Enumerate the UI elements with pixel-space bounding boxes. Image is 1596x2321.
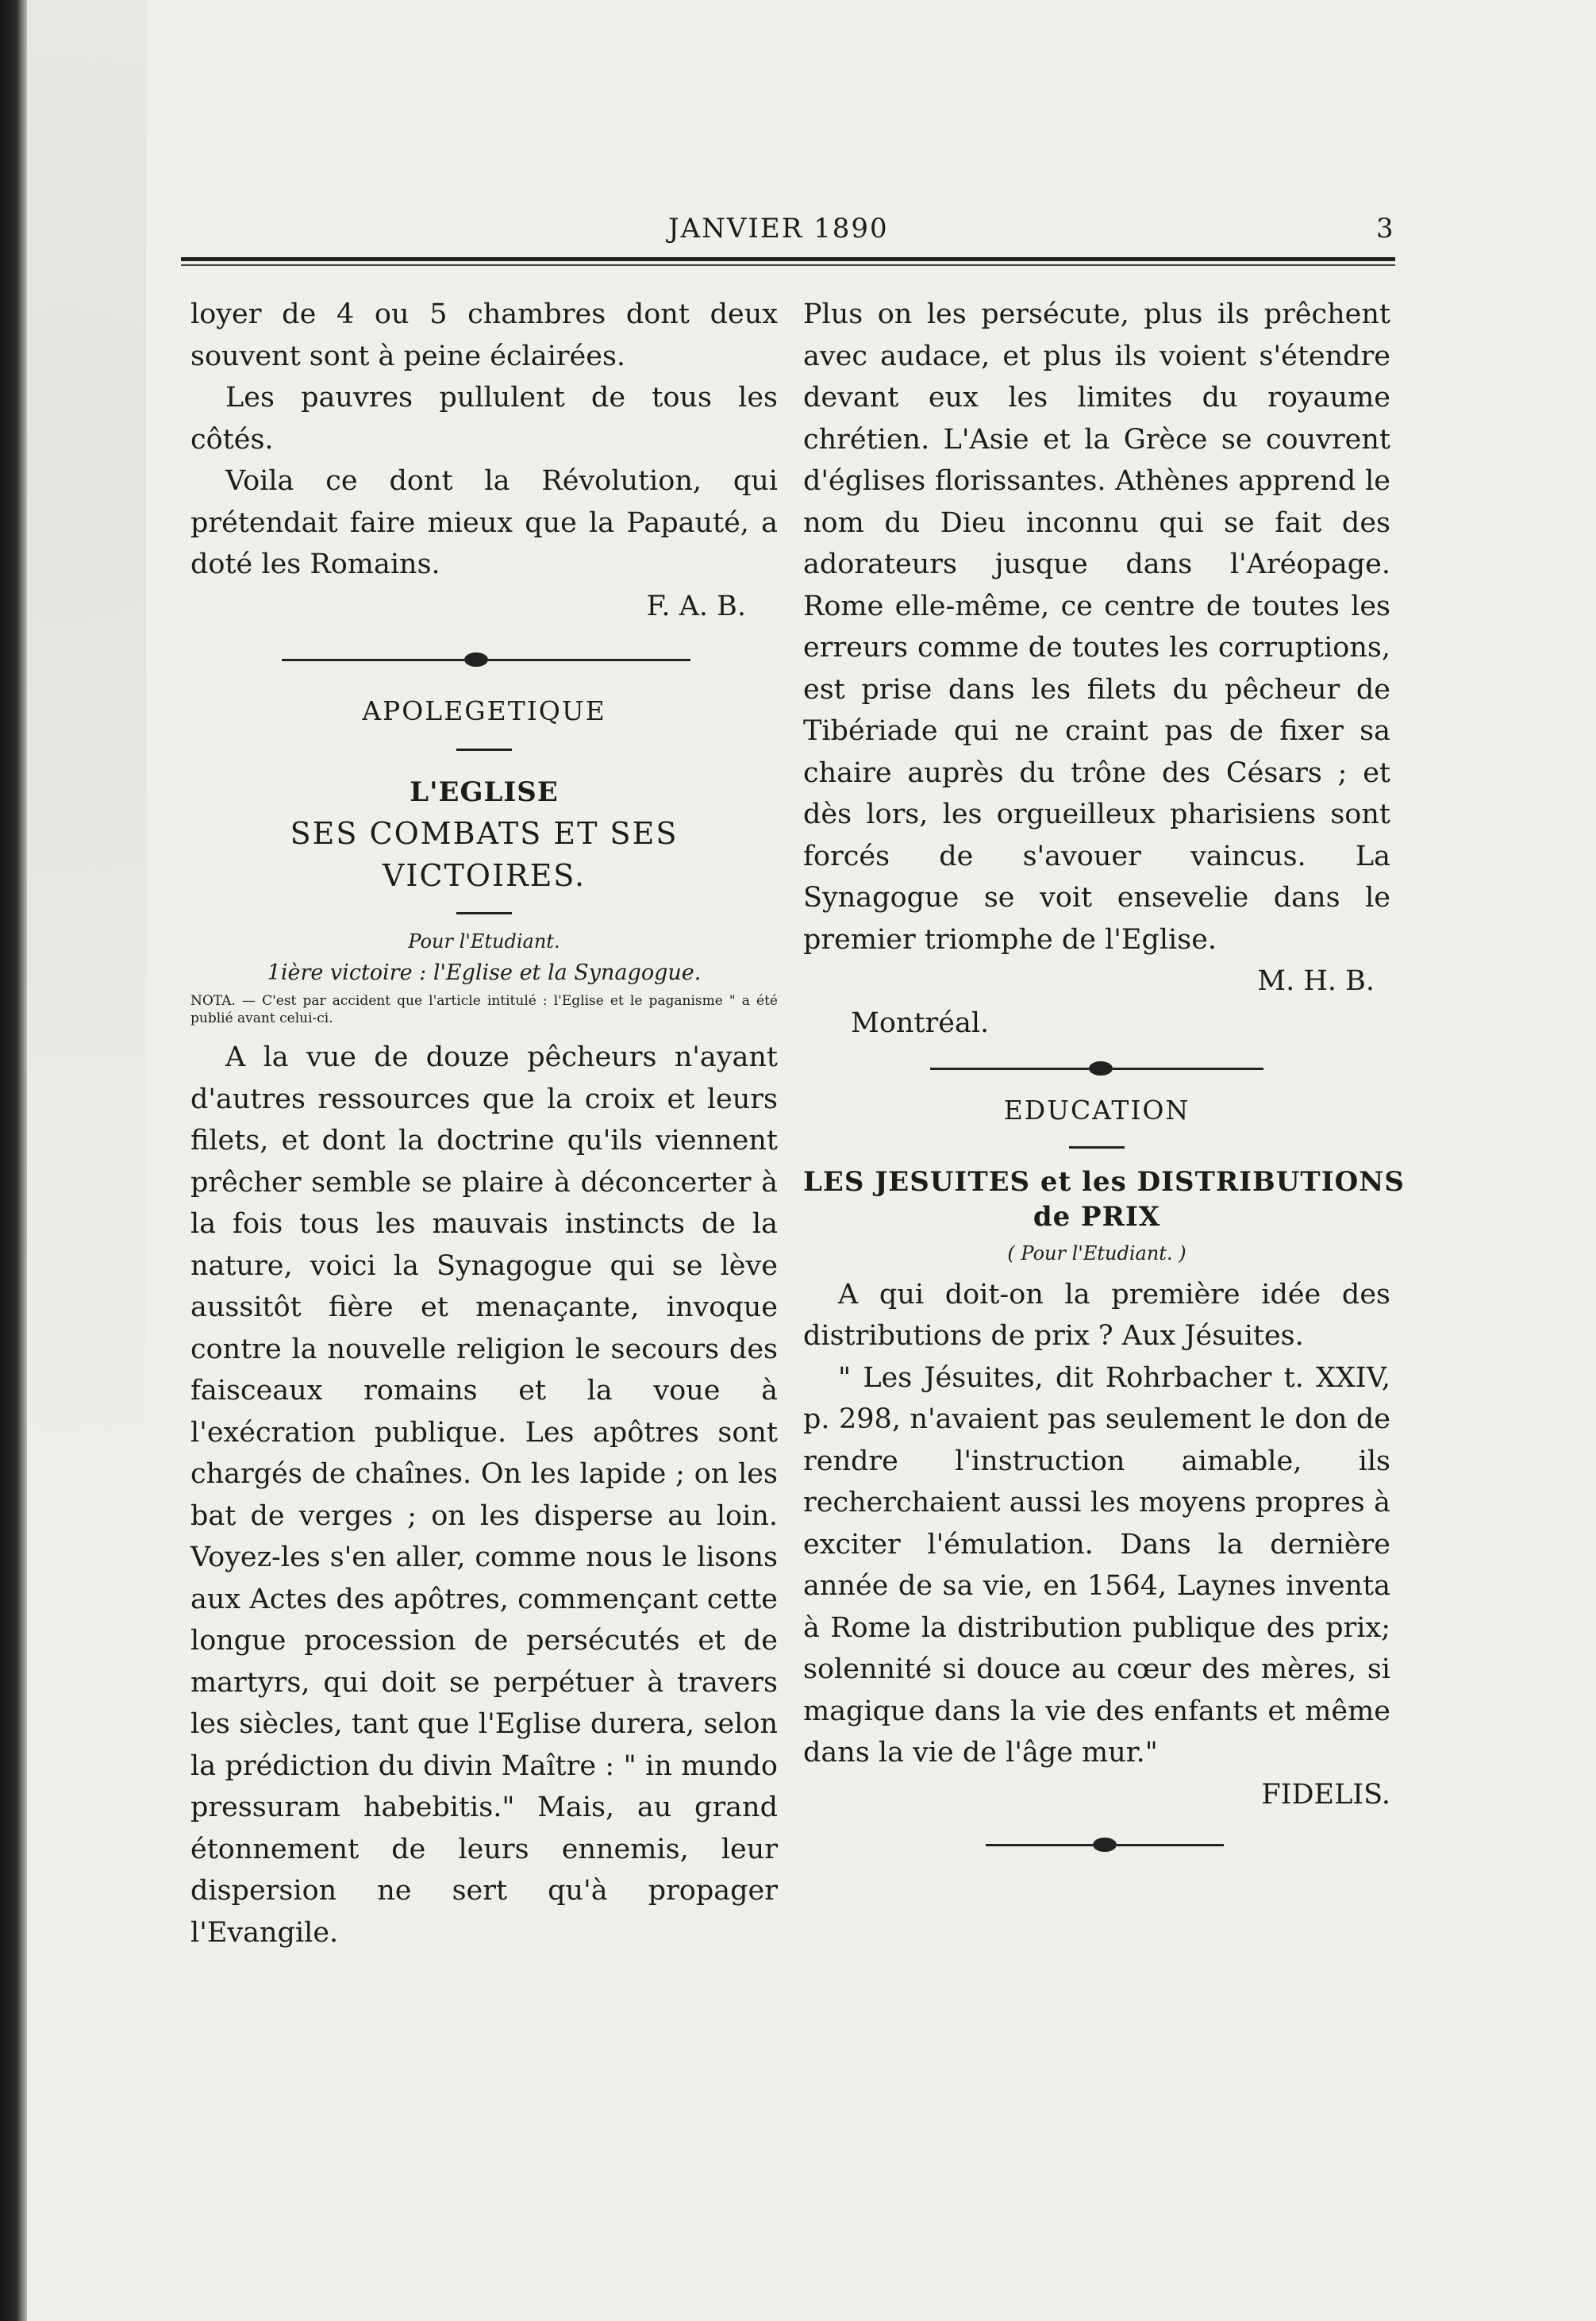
byline: Pour l'Etudiant. xyxy=(408,930,560,953)
place: Montréal. xyxy=(851,1007,990,1039)
section-title: EDUCATION xyxy=(1003,1095,1190,1126)
divider xyxy=(1069,1146,1125,1149)
note: NOTA. — C'est par accident que l'article intitulé : l'Eglise et le paganisme " a été publié avant celui-ci. xyxy=(190,993,778,1026)
article-title: L'EGLISE xyxy=(410,776,559,808)
right-column xyxy=(803,294,1405,1861)
paragraph: Voila ce dont la Révolution, qui prétendait faire mieux que la Papauté, a doté les Romains. xyxy=(190,465,778,580)
article-title: de PRIX xyxy=(1033,1200,1161,1233)
ornament-divider xyxy=(803,1830,1390,1861)
page-edge-shading xyxy=(27,0,146,2321)
signature: FIDELIS. xyxy=(1261,1778,1390,1811)
section-title: APOLEGETIQUE xyxy=(362,695,606,726)
ornament-divider xyxy=(803,1053,1390,1085)
book-spine-shadow xyxy=(0,0,27,2321)
header-rule-thin xyxy=(181,264,1395,266)
header-rule xyxy=(181,257,1395,261)
article-title: LES JESUITES et les DISTRIBUTIONS xyxy=(803,1165,1405,1198)
running-head xyxy=(0,213,1596,244)
signature: F. A. B. xyxy=(646,590,746,622)
page-number: 3 xyxy=(1376,213,1394,244)
ornament-divider xyxy=(190,645,778,676)
paragraph: loyer de 4 ou 5 chambres dont deux souvent sont à peine éclairées. xyxy=(190,298,778,372)
byline: ( Pour l'Etudiant. ) xyxy=(1007,1241,1186,1264)
paragraph: Plus on les persécute, plus ils prêchent avec audace, et plus ils voient s'étendre devant eux les limites du royaume chrétien. L'Asie et la Grèce se couvrent d'églises florissantes. Athènes apprend le nom du Dieu inconnu qui se fait des adorateurs jusque dans l'Aréopage. Rome elle-même, ce centre de toutes les erreurs comme de toutes les corruptions, est prise dans les filets du pêcheur de Tibériade qui ne craint pas de fixer sa chaire auprès du trône des Césars ; et dès lors, les orgueilleux pharisiens sont forcés de s'avouer vaincus. La Synagogue se voit ensevelie dans le premier triomphe de l'Eglise. xyxy=(803,298,1390,956)
signature: M. H. B. xyxy=(1257,965,1375,997)
subtitle: 1ière victoire : l'Eglise et la Synagogue. xyxy=(267,960,702,985)
body-text: A la vue de douze pêcheurs n'ayant d'autres ressources que la croix et leurs filets, et dont la doctrine qu'ils viennent prêcher semble se plaire à déconcerter à la fois tous les mauvais instincts de la nature, voici la Synagogue qui se lève aussitôt fière et menaçante, invoque contre la nouvelle religion le secours des faisceaux romains et la voue à l'exécration publique. Les apôtres sont chargés de chaînes. On les lapide ; on les bat de verges ; on les disperse au loin. Voyez-les s'en aller, comme nous le lisons aux Actes des apôtres, commençant cette longue procession de persécutés et de martyrs, qui doit se perpétuer à travers les siècles, tant que l'Eglise durera, selon la prédiction du divin Maître : " in mundo pressuram habebitis." Mais, au grand étonnement de leurs ennemis, leur dispersion ne sert qu'à propager l'Evangile. xyxy=(190,1041,778,1949)
divider xyxy=(456,912,512,914)
paragraph: Les pauvres pullulent de tous les côtés. xyxy=(190,382,778,456)
paragraph: " Les Jésuites, dit Rohrbacher t. XXIV, p. 298, n'avaient pas seulement le don de rendre l'instruction aimable, ils recherchaient aussi les moyens propres à exciter l'émulation. Dans la dernière année de sa vie, en 1564, Laynes inventa à Rome la distribution publique des prix; solennité si douce au cœur des mères, si magique dans la vie des enfants et même dans la vie de l'âge mur." xyxy=(803,1361,1390,1769)
article-title: SES COMBATS ET SES VICTOIRES. xyxy=(290,816,679,893)
divider xyxy=(456,749,512,751)
header-title: JANVIER 1890 xyxy=(668,213,889,244)
paragraph: A qui doit-on la première idée des distributions de prix ? Aux Jésuites. xyxy=(803,1278,1390,1352)
left-column xyxy=(190,294,778,1953)
